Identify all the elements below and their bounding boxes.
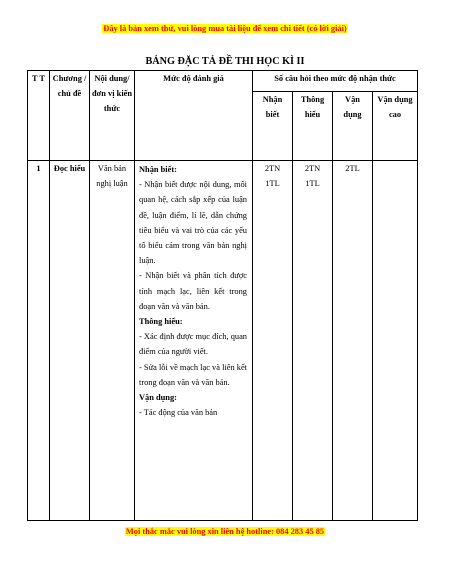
header-apply-high: Vận dụng cao bbox=[373, 92, 418, 161]
understand-heading: Thông hiểu: bbox=[139, 317, 183, 327]
header-level: Mức độ đánh giá bbox=[135, 71, 253, 161]
header-question-count: Số câu hỏi theo mức độ nhận thức bbox=[253, 71, 418, 92]
row-assessment-levels bbox=[135, 161, 253, 521]
understand-item: - Xác định được mục đích, quan điểm của người viết. bbox=[139, 332, 247, 357]
apply-heading: Vận dụng: bbox=[139, 393, 177, 403]
hotline-banner: Mọi thắc mắc vui lòng xin liên hệ hotline: 084 283 45 85 bbox=[125, 527, 325, 536]
understand-item: - Sửa lỗi về mạch lạc và liên kết trong đoạn văn và văn bản. bbox=[139, 362, 247, 387]
recognize-item: - Nhận biết và phân tích được tính mạch lạc, liên kết trong đoạn văn và văn bản. bbox=[139, 271, 247, 311]
header-understand: Thông hiểu bbox=[293, 92, 333, 161]
specification-table bbox=[27, 70, 418, 521]
header-content: Nội dung/ đơn vị kiến thức bbox=[90, 71, 135, 161]
row-chapter: Đọc hiểu bbox=[50, 161, 90, 521]
table-row bbox=[28, 161, 418, 521]
recognize-item: - Nhận biết được nội dung, mối quan hệ, cách sắp xếp của luận đề, luận điểm, lí lẽ, dẫn chứng tiêu biểu và vai trò của các yếu tố biểu cảm trong văn bản nghị luận. bbox=[139, 180, 247, 266]
count-recognize: 2TN 1TL bbox=[253, 161, 293, 521]
header-recognize: Nhận biết bbox=[253, 92, 293, 161]
row-content: Văn bản nghị luận bbox=[90, 161, 135, 521]
document-title: BẢNG ĐẶC TẢ ĐỀ THI HỌC KÌ II bbox=[145, 56, 305, 67]
header-apply: Vận dụng bbox=[333, 92, 373, 161]
header-chapter: Chương / chủ đề bbox=[50, 71, 90, 161]
count-apply-high bbox=[373, 161, 418, 521]
header-tt: T T bbox=[28, 71, 50, 161]
apply-item: - Tác động của văn bản bbox=[139, 408, 218, 418]
count-apply: 2TL bbox=[333, 161, 373, 521]
count-understand: 2TN 1TL bbox=[293, 161, 333, 521]
row-number: 1 bbox=[28, 161, 50, 521]
recognize-heading: Nhận biết: bbox=[139, 165, 177, 174]
header-row bbox=[28, 71, 418, 92]
preview-banner: Đây là bản xem thử, vui lòng mua tài liệu để xem chi tiết (có lời giải) bbox=[103, 24, 347, 33]
